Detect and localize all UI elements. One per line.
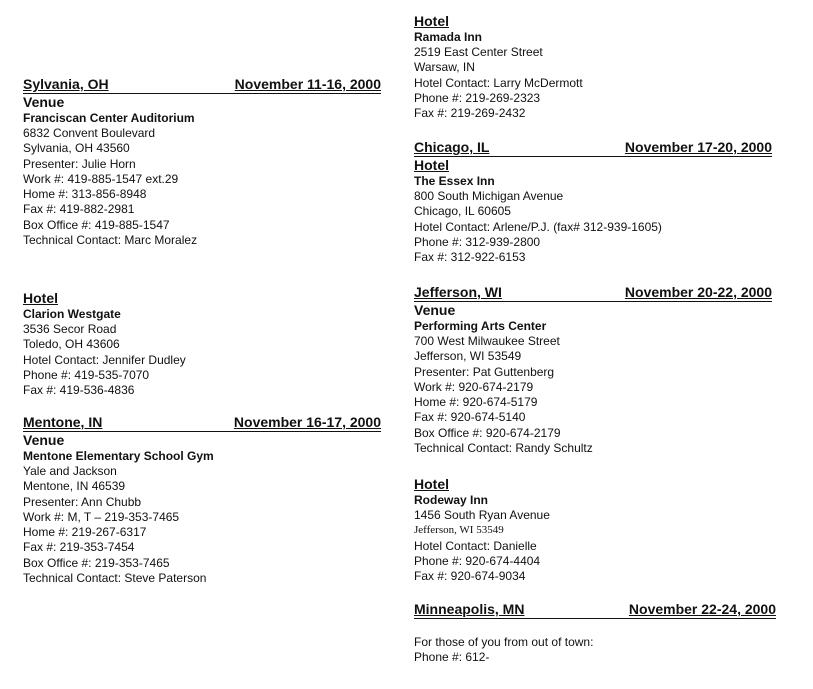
- mentone-hotel-section: [414, 13, 784, 121]
- venue-detail-line: Work #: 920-674-2179: [414, 379, 534, 394]
- venue-detail-line: Jefferson, WI 53549: [414, 349, 522, 364]
- city-name: Sylvania, OH: [23, 76, 109, 92]
- hotel-detail-line: Phone #: 920-674-4404: [414, 553, 541, 568]
- hotel-heading: Hotel: [23, 290, 58, 306]
- hotel-detail-line: 3536 Secor Road: [23, 322, 117, 336]
- venue-detail-line: 700 West Milwaukee Street: [414, 334, 560, 348]
- note-line: Phone #: 612-: [414, 650, 490, 665]
- venue-name: Performing Arts Center: [414, 319, 547, 333]
- venue-heading: Venue: [23, 94, 65, 110]
- hotel-detail-line: Hotel Contact: Arlene/P.J. (fax# 312-939-1605): [414, 219, 662, 234]
- hotel-detail-line: Toledo, OH 43606: [23, 337, 120, 352]
- hotel-detail-line: Fax #: 419-536-4836: [23, 383, 135, 398]
- venue-detail-line: Technical Contact: Steve Paterson: [23, 571, 207, 586]
- section-header: [414, 283, 772, 302]
- hotel-heading: Hotel: [414, 157, 449, 173]
- hotel-detail-line: 800 South Michigan Avenue: [414, 189, 564, 203]
- hotel-heading: Hotel: [414, 13, 449, 29]
- venue-detail-line: Home #: 219-267-6317: [23, 525, 147, 540]
- mentone-section: [23, 413, 381, 586]
- venue-detail-line: Home #: 313-856-8948: [23, 187, 147, 202]
- venue-heading: Venue: [414, 302, 456, 318]
- section-header: [414, 600, 776, 619]
- hotel-name: The Essex Inn: [414, 174, 495, 188]
- hotel-detail-line: 1456 South Ryan Avenue: [414, 508, 550, 522]
- hotel-detail-line: Phone #: 219-269-2323: [414, 90, 541, 105]
- city-name: Minneapolis, MN: [414, 601, 525, 617]
- venue-detail-line: Presenter: Pat Guttenberg: [414, 364, 555, 379]
- venue-detail-line: Mentone, IN 46539: [23, 479, 126, 494]
- sylvania-hotel-section: [23, 290, 393, 398]
- venue-detail-line: Fax #: 920-674-5140: [414, 410, 526, 425]
- hotel-detail-line: Phone #: 419-535-7070: [23, 367, 150, 382]
- chicago-section: [414, 138, 772, 265]
- venue-detail-line: Work #: 419-885-1547 ext.29: [23, 171, 179, 186]
- hotel-detail-line: 2519 East Center Street: [414, 45, 543, 59]
- venue-detail-line: 6832 Convent Boulevard: [23, 126, 156, 140]
- venue-detail-line: Box Office #: 419-885-1547: [23, 217, 170, 232]
- venue-detail-line: Presenter: Ann Chubb: [23, 494, 142, 509]
- hotel-name: Clarion Westgate: [23, 307, 121, 321]
- hotel-name: Rodeway Inn: [414, 493, 489, 507]
- jefferson-section: [414, 283, 772, 456]
- event-dates: November 20-22, 2000: [624, 284, 772, 300]
- jefferson-hotel-section: [414, 476, 784, 584]
- hotel-detail-line: Phone #: 312-939-2800: [414, 234, 541, 249]
- hotel-detail-line: Chicago, IL 60605: [414, 204, 511, 219]
- venue-heading: Venue: [23, 432, 65, 448]
- venue-detail-line: Presenter: Julie Horn: [23, 156, 136, 171]
- hotel-name: Ramada Inn: [414, 30, 483, 44]
- section-header: [414, 138, 772, 157]
- city-name: Mentone, IN: [23, 414, 103, 430]
- event-dates: November 16-17, 2000: [233, 414, 381, 430]
- hotel-detail-line: Hotel Contact: Jennifer Dudley: [23, 352, 186, 367]
- section-header: [23, 413, 381, 432]
- venue-name: Mentone Elementary School Gym: [23, 449, 214, 463]
- venue-name: Franciscan Center Auditorium: [23, 111, 195, 125]
- venue-detail-line: Home #: 920-674-5179: [414, 395, 538, 410]
- venue-detail-line: Technical Contact: Marc Moralez: [23, 233, 198, 248]
- note-line: For those of you from out of town:: [414, 635, 594, 649]
- hotel-detail-line: Hotel Contact: Danielle: [414, 538, 537, 553]
- venue-detail-line: Fax #: 219-353-7454: [23, 540, 135, 555]
- event-dates: November 22-24, 2000: [628, 601, 776, 617]
- venue-detail-line: Box Office #: 219-353-7465: [23, 555, 170, 570]
- venue-detail-line: Sylvania, OH 43560: [23, 141, 130, 156]
- hotel-detail-line: Fax #: 312-922-6153: [414, 250, 526, 265]
- venue-detail-line: Fax #: 419-882-2981: [23, 202, 135, 217]
- venue-detail-line: Box Office #: 920-674-2179: [414, 425, 561, 440]
- event-dates: November 11-16, 2000: [234, 76, 381, 92]
- sylvania-section: [23, 75, 381, 248]
- minneapolis-section: [414, 600, 776, 666]
- hotel-detail-line: Hotel Contact: Larry McDermott: [414, 75, 583, 90]
- city-name: Chicago, IL: [414, 139, 490, 155]
- hotel-detail-line: Jefferson, WI 53549: [414, 524, 504, 537]
- venue-detail-line: Technical Contact: Randy Schultz: [414, 441, 593, 456]
- venue-detail-line: Yale and Jackson: [23, 464, 117, 478]
- event-dates: November 17-20, 2000: [624, 139, 772, 155]
- hotel-heading: Hotel: [414, 476, 449, 492]
- hotel-detail-line: Warsaw, IN: [414, 60, 475, 75]
- section-header: [23, 75, 381, 94]
- hotel-detail-line: Fax #: 920-674-9034: [414, 569, 526, 584]
- venue-detail-line: Work #: M, T – 219-353-7465: [23, 509, 180, 524]
- city-name: Jefferson, WI: [414, 284, 502, 300]
- hotel-detail-line: Fax #: 219-269-2432: [414, 106, 526, 121]
